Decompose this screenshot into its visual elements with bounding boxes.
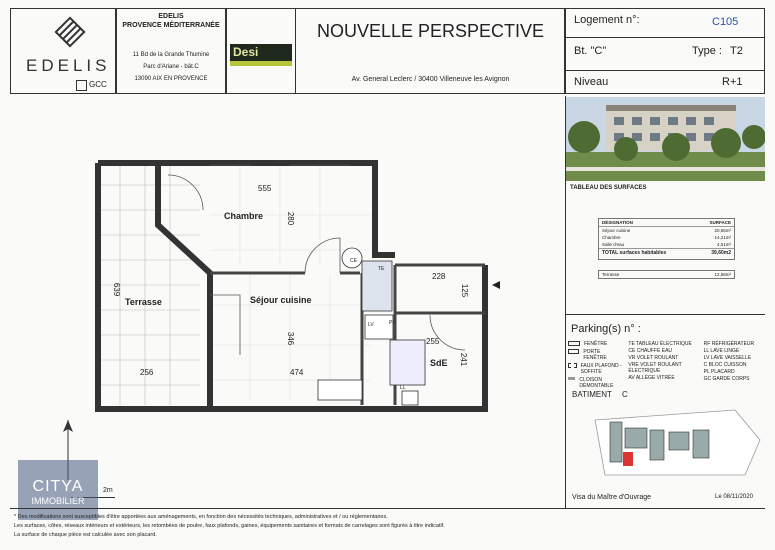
legend-item: C BLOC CUISSON: [703, 362, 747, 368]
footer-note-2: Les surfaces, côtes, réseaux intérieurs et extérieurs, les retombées de poutre, faux plafonds, gaines, équipements sanitaires et formats de carrelages sont figurés à titre indicatif.: [14, 523, 445, 529]
gcc-label: GCC: [89, 80, 107, 89]
design-logo-text: Desi: [233, 45, 259, 59]
building-render-image: [566, 97, 765, 181]
site-plan-map: [585, 400, 763, 480]
dim-280: 280: [286, 211, 296, 226]
region-title: EDELIS: [158, 13, 184, 20]
dim-125: 125: [460, 283, 470, 298]
batiment-value: C: [622, 390, 628, 399]
footer-note-3: La surface de chaque pièce est calculée avec son placard.: [14, 532, 157, 538]
gcc-badge-icon: [76, 80, 87, 91]
legend-column-left: [568, 341, 622, 389]
legend-column-right: [704, 341, 763, 389]
terrasse-surface-value: 12,58m²: [714, 272, 731, 277]
watermark-line-2: IMMOBILIER: [31, 496, 85, 506]
surfaces-total-value: 39,60m2: [711, 250, 731, 256]
fixture-ll: LL: [400, 385, 406, 391]
right-divider-1: [565, 96, 566, 508]
fixture-te: TE: [378, 266, 385, 272]
dim-474: 474: [290, 368, 304, 377]
legend-item: PORTE FENÊTRE: [568, 349, 622, 361]
batiment-label: BATIMENT: [572, 390, 612, 399]
dim-346: 346: [286, 331, 296, 346]
legend-item: AV ALLÈGE VITRÉE: [628, 375, 675, 381]
fixture-ce: CE: [350, 258, 357, 264]
surfaces-table: [598, 218, 735, 260]
surface-row-name: Séjour cuisine: [602, 228, 631, 233]
room-label-sejour: Séjour cuisine: [250, 295, 312, 305]
legend-item: LV LAVE VAISSELLE: [703, 355, 752, 361]
scale-label: 2m: [103, 487, 113, 494]
terrasse-surface-label: Terrasse: [602, 272, 620, 277]
right-divider-2: [565, 314, 765, 315]
dim-241: 241: [459, 352, 469, 367]
watermark-line-1: CITYA: [32, 478, 84, 495]
legend-column-mid: [628, 341, 697, 389]
design-logo: [230, 44, 292, 66]
dim-256: 256: [140, 368, 154, 377]
room-label-chambre: Chambre: [224, 211, 264, 221]
address-line-3: 13090 AIX EN PROVENCE: [134, 76, 208, 82]
surfaces-title: TABLEAU DES SURFACES: [570, 185, 647, 191]
project-address: Av. General Leclerc / 30400 Villeneuve les Avignon: [351, 76, 510, 83]
parking-label: Parking(s) n° :: [571, 323, 641, 335]
visa-label: Visa du Maître d'Ouvrage: [572, 494, 652, 501]
citya-watermark: [18, 460, 98, 520]
type-label: Type :: [692, 45, 722, 57]
terrasse-surface-row: [598, 270, 735, 279]
address-line-1: 11 Bd de la Grande Thumine: [132, 52, 210, 58]
dim-255: 255: [426, 337, 440, 346]
legend-item: FENÊTRE: [568, 341, 622, 347]
logement-label: Logement n°:: [574, 14, 640, 26]
legend-item: VR VOLET ROULANT: [628, 355, 679, 361]
legend-item: TE TABLEAU ÉLECTRIQUE: [628, 341, 692, 347]
region-sub: PROVENCE MÉDITERRANÉE: [122, 22, 220, 29]
surfaces-header-designation: DÉSIGNATION: [602, 220, 633, 225]
dim-555: 555: [258, 184, 272, 193]
edelis-logo-icon: [52, 14, 88, 50]
legend-item: FAUX PLAFOND - SOFFITE: [568, 363, 622, 375]
bt-label: Bt. "C": [574, 45, 607, 57]
footer-divider: [10, 508, 765, 509]
unit-info-divider-2: [565, 70, 765, 71]
legend-item: GC GARDE CORPS: [703, 376, 750, 382]
footer-note-1: * Des modifications sont susceptibles d'être apportées aux aménagements, en fonction des nécessités techniques, administratives et / ou réglementaires.: [14, 514, 388, 520]
unit-info-divider-1: [565, 37, 765, 38]
niveau-label: Niveau: [574, 76, 609, 88]
legend-item: CLOISON DÉMONTABLE: [568, 377, 622, 389]
legend-item: VRE VOLET ROULANT ÉLECTRIQUE: [628, 362, 682, 374]
surface-row-name: Chambre: [602, 235, 621, 240]
legend-item: RF RÉFRIGÉRATEUR: [703, 341, 755, 347]
fixture-pl: PL: [389, 320, 396, 326]
date-label: Le 08/11/2020: [715, 494, 753, 500]
type-value: T2: [730, 45, 743, 57]
room-label-terrasse: Terrasse: [125, 297, 162, 307]
surface-row-name: Salle d'eau: [602, 242, 625, 247]
surfaces-header-surface: SURFACE: [709, 220, 731, 225]
dim-228: 228: [432, 272, 446, 281]
niveau-value: R+1: [722, 76, 743, 88]
surfaces-total-label: TOTAL surfaces habitables: [602, 250, 667, 256]
surface-row-value: 14,21m²: [714, 235, 731, 240]
legend-item: LL LAVE LINGE: [703, 348, 740, 354]
legend-block: [568, 341, 763, 389]
dim-639: 639: [112, 282, 122, 297]
address-line-2: Parc d'Ariane - bât.C: [143, 64, 199, 70]
legend-item: PL PLACARD: [703, 369, 735, 375]
surface-row-value: 4,51m²: [716, 242, 731, 247]
project-title: NOUVELLE PERSPECTIVE: [316, 21, 545, 41]
room-label-sde: SdE: [430, 358, 448, 368]
edelis-name: EDELIS: [26, 56, 111, 75]
logement-value: C105: [712, 16, 739, 28]
legend-item: CE CHAUFFE EAU: [628, 348, 673, 354]
fixture-lv: LV: [368, 322, 374, 328]
floor-plan-drawing: [90, 155, 500, 417]
surface-row-value: 20,65m²: [714, 228, 731, 233]
